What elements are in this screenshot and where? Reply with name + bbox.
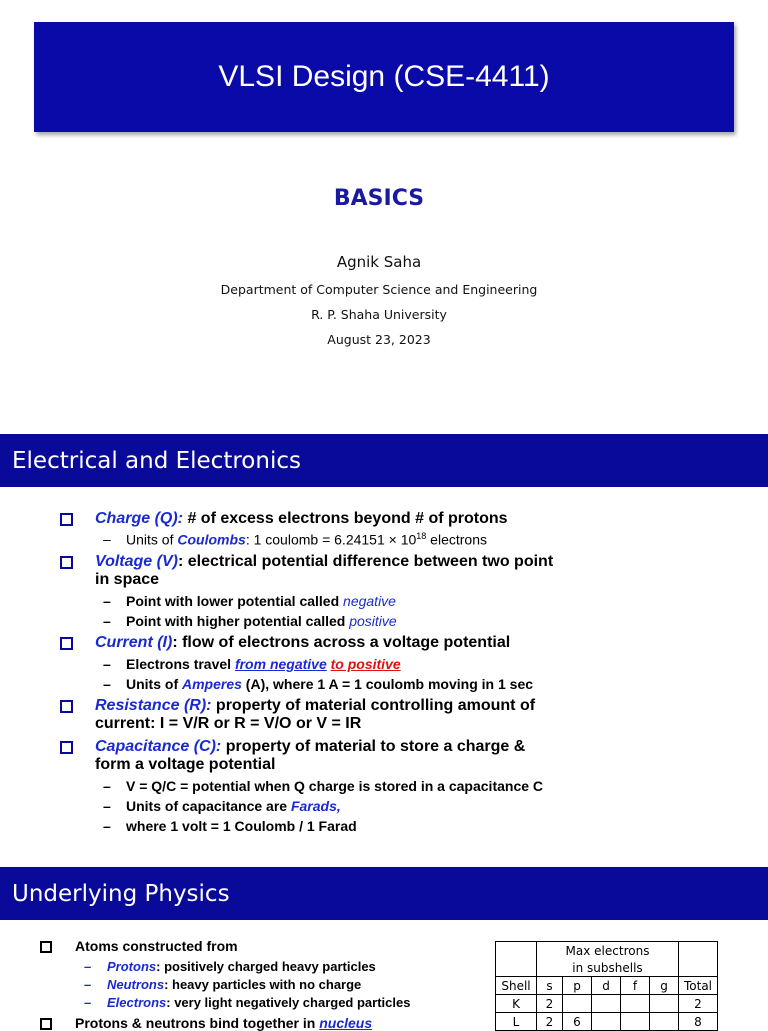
table-cell: 2 [537, 1013, 563, 1031]
term-farads: Farads, [290, 798, 341, 814]
dash-marker: – [103, 531, 111, 547]
table-row [496, 1013, 718, 1031]
dash-marker: – [103, 818, 111, 834]
slide-subtitle: BASICS [333, 186, 425, 211]
table-cell: 2 [537, 995, 563, 1013]
exponent: 18 [416, 531, 427, 541]
course-title: VLSI Design (CSE-4411) [218, 60, 550, 93]
checkbox-bullet-icon [60, 513, 73, 526]
dash-marker: – [103, 593, 111, 609]
dash-marker: – [103, 656, 111, 672]
term-resistance: Resistance (R): [95, 697, 212, 714]
table-cell [650, 1013, 679, 1031]
sub-text: : 1 coulomb = 6.24151 × 10 [245, 531, 417, 548]
sub-text: Units of [126, 531, 178, 548]
dash-marker: – [103, 613, 111, 629]
sub-text: Electrons travel [126, 656, 235, 672]
table-cell [592, 1013, 621, 1031]
checkbox-bullet-icon [60, 556, 73, 569]
table-row [496, 995, 718, 1013]
department: Department of Computer Science and Engineering [220, 282, 538, 297]
dash-marker: – [84, 977, 92, 992]
sub-text: Point with higher potential called [126, 613, 350, 629]
term-charge: Charge (Q): [95, 510, 183, 527]
term-voltage: Voltage (V) [95, 553, 178, 570]
section-header-electrical [0, 434, 768, 487]
sub-text: : heavy particles with no charge [164, 977, 362, 992]
term-current: Current (I) [95, 634, 173, 651]
dash-marker: – [103, 778, 111, 794]
bullet-text: : electrical potential difference between two point [177, 553, 554, 570]
electron-shell-table [495, 941, 718, 1031]
sub-text: electrons [426, 531, 487, 548]
sub-text: (A), where 1 A = 1 coulomb moving in 1 sec [241, 676, 534, 692]
table-cell [563, 995, 592, 1013]
column-header: g [650, 977, 679, 995]
header-text: Max electrons [565, 943, 650, 958]
column-header: s [537, 977, 563, 995]
table-cell: 6 [563, 1013, 592, 1031]
sub-text: : very light negatively charged particles [166, 995, 411, 1010]
emphasis-from-negative: from negative [234, 656, 327, 672]
date: August 23, 2023 [327, 332, 431, 347]
author-name: Agnik Saha [336, 253, 422, 271]
table-cell [592, 995, 621, 1013]
emphasis-to-positive: to positive [330, 656, 401, 672]
table-header-group [537, 942, 679, 960]
title-banner [34, 22, 734, 132]
dash-marker: – [103, 798, 111, 814]
bullet-continuation: current: I = V/R or R = V/O or V = IR [95, 715, 362, 732]
column-header: f [621, 977, 650, 995]
term-electrons: Electrons [107, 995, 167, 1010]
sub-text: V = Q/C = potential when Q charge is stored in a capacitance C [126, 778, 544, 794]
term-negative: negative [343, 593, 396, 609]
checkbox-bullet-icon [40, 1018, 52, 1030]
checkbox-bullet-icon [40, 941, 52, 953]
section-title: Electrical and Electronics [12, 447, 301, 474]
column-header: p [563, 977, 592, 995]
section-title: Underlying Physics [12, 880, 230, 907]
table-header-blank [679, 942, 718, 977]
bullet-text: : flow of electrons across a voltage potential [172, 634, 511, 651]
term-capacitance: Capacitance (C): [95, 738, 222, 755]
header-text: in subshells [572, 960, 643, 975]
term-protons: Protons [107, 959, 157, 974]
bullet-text: Protons & neutrons bind together in [75, 1015, 320, 1031]
table-cell [621, 995, 650, 1013]
dash-marker: – [84, 959, 92, 974]
dash-marker: – [84, 995, 92, 1010]
sub-text: where 1 volt = 1 Coulomb / 1 Farad [126, 818, 357, 834]
table-column-headers [496, 977, 718, 995]
bullet-text: # of excess electrons beyond # of protons [183, 510, 508, 527]
term-amperes: Amperes [182, 676, 242, 692]
bullet-text: property of material to store a charge & [221, 738, 526, 755]
table-cell: 2 [679, 995, 718, 1013]
column-header: Shell [496, 977, 537, 995]
bullet-continuation: in space [95, 571, 160, 588]
sub-text: Units of capacitance are [126, 798, 291, 814]
dash-marker: – [103, 676, 111, 692]
term-positive: positive [349, 613, 397, 629]
table-header-blank [496, 942, 537, 977]
term-nucleus: nucleus [319, 1015, 373, 1031]
term-coulombs: Coulombs [177, 531, 246, 548]
sub-text: Point with lower potential called [126, 593, 344, 609]
university: R. P. Shaha University [311, 307, 447, 322]
table-cell: 8 [679, 1013, 718, 1031]
checkbox-bullet-icon [60, 741, 73, 754]
bullet-text: Atoms constructed from [75, 938, 238, 954]
column-header: d [592, 977, 621, 995]
checkbox-bullet-icon [60, 637, 73, 650]
table-cell [621, 1013, 650, 1031]
table-cell: L [496, 1013, 537, 1031]
sub-text: Units of [126, 676, 182, 692]
sub-text: : positively charged heavy particles [156, 959, 376, 974]
table-header-group [537, 959, 679, 977]
bullet-text: property of material controlling amount of [211, 697, 536, 714]
bullet-continuation: form a voltage potential [95, 756, 276, 773]
term-neutrons: Neutrons [107, 977, 165, 992]
section-header-physics [0, 867, 768, 920]
column-header: Total [679, 977, 718, 995]
table-cell: K [496, 995, 537, 1013]
table-cell [650, 995, 679, 1013]
checkbox-bullet-icon [60, 700, 73, 713]
